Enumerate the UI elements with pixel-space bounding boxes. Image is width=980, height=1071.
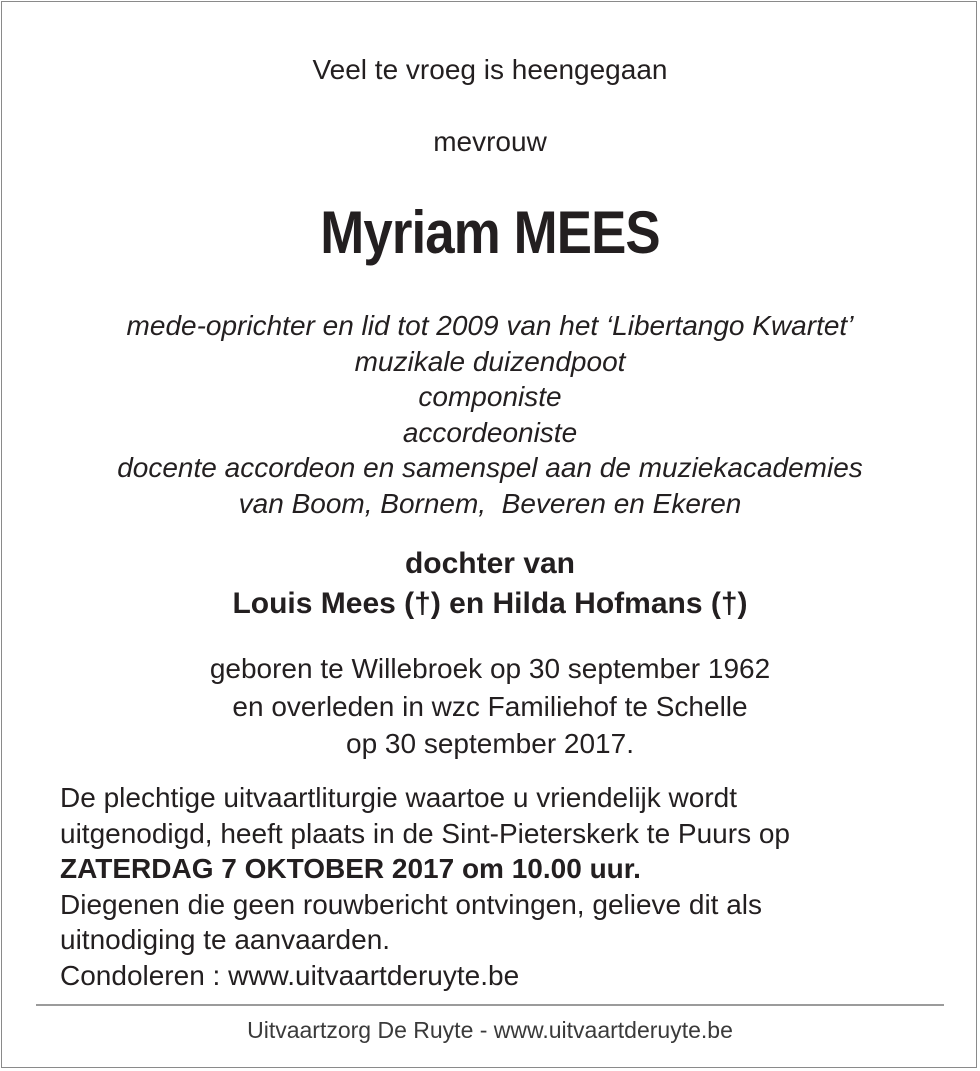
condolence-line: Condoleren : www.uitvaartderuyte.be <box>60 959 520 991</box>
ceremony-line: uitgenodigd, heeft plaats in de Sint-Pieterskerk te Puurs op <box>60 817 790 849</box>
ceremony-line: Diegenen die geen rouwbericht ontvingen, gelieve dit als <box>60 888 763 920</box>
death-date-line: op 30 september 2017. <box>346 728 634 759</box>
life-dates <box>0 650 980 763</box>
ceremony-info <box>60 780 960 993</box>
birth-line: geboren te Willebroek op 30 september 1962 <box>209 653 771 684</box>
intro-text: Veel te vroeg is heengegaan <box>312 54 668 85</box>
role-line: muzikale duizendpoot <box>354 345 626 377</box>
footer-divider <box>36 1004 944 1006</box>
roles-list <box>0 308 980 521</box>
role-line: docente accordeon en samenspel aan de muziekacademies <box>117 452 863 483</box>
parents-label: dochter van <box>404 547 576 580</box>
ceremony-line: De plechtige uitvaartliturgie waartoe u vriendelijk wordt <box>60 782 738 813</box>
salutation: mevrouw <box>433 126 547 157</box>
role-line: van Boom, Bornem, Beveren en Ekeren <box>238 487 742 519</box>
role-line: accordeoniste <box>402 416 578 448</box>
deceased-name: Myriam MEES <box>320 199 660 266</box>
ceremony-datetime: ZATERDAG 7 OKTOBER 2017 om 10.00 uur. <box>60 853 641 884</box>
role-line: mede-oprichter en lid tot 2009 van het ‘Libertango Kwartet’ <box>126 310 854 341</box>
death-line: en overleden in wzc Familiehof te Schelle <box>232 690 748 722</box>
footer-text: Uitvaartzorg De Ruyte - www.uitvaartderuyte.be <box>247 1017 733 1043</box>
ceremony-line: uitnodiging te aanvaarden. <box>60 924 391 955</box>
role-line: componiste <box>418 381 562 412</box>
parents-names: Louis Mees (†) en Hilda Hofmans (†) <box>232 587 748 620</box>
